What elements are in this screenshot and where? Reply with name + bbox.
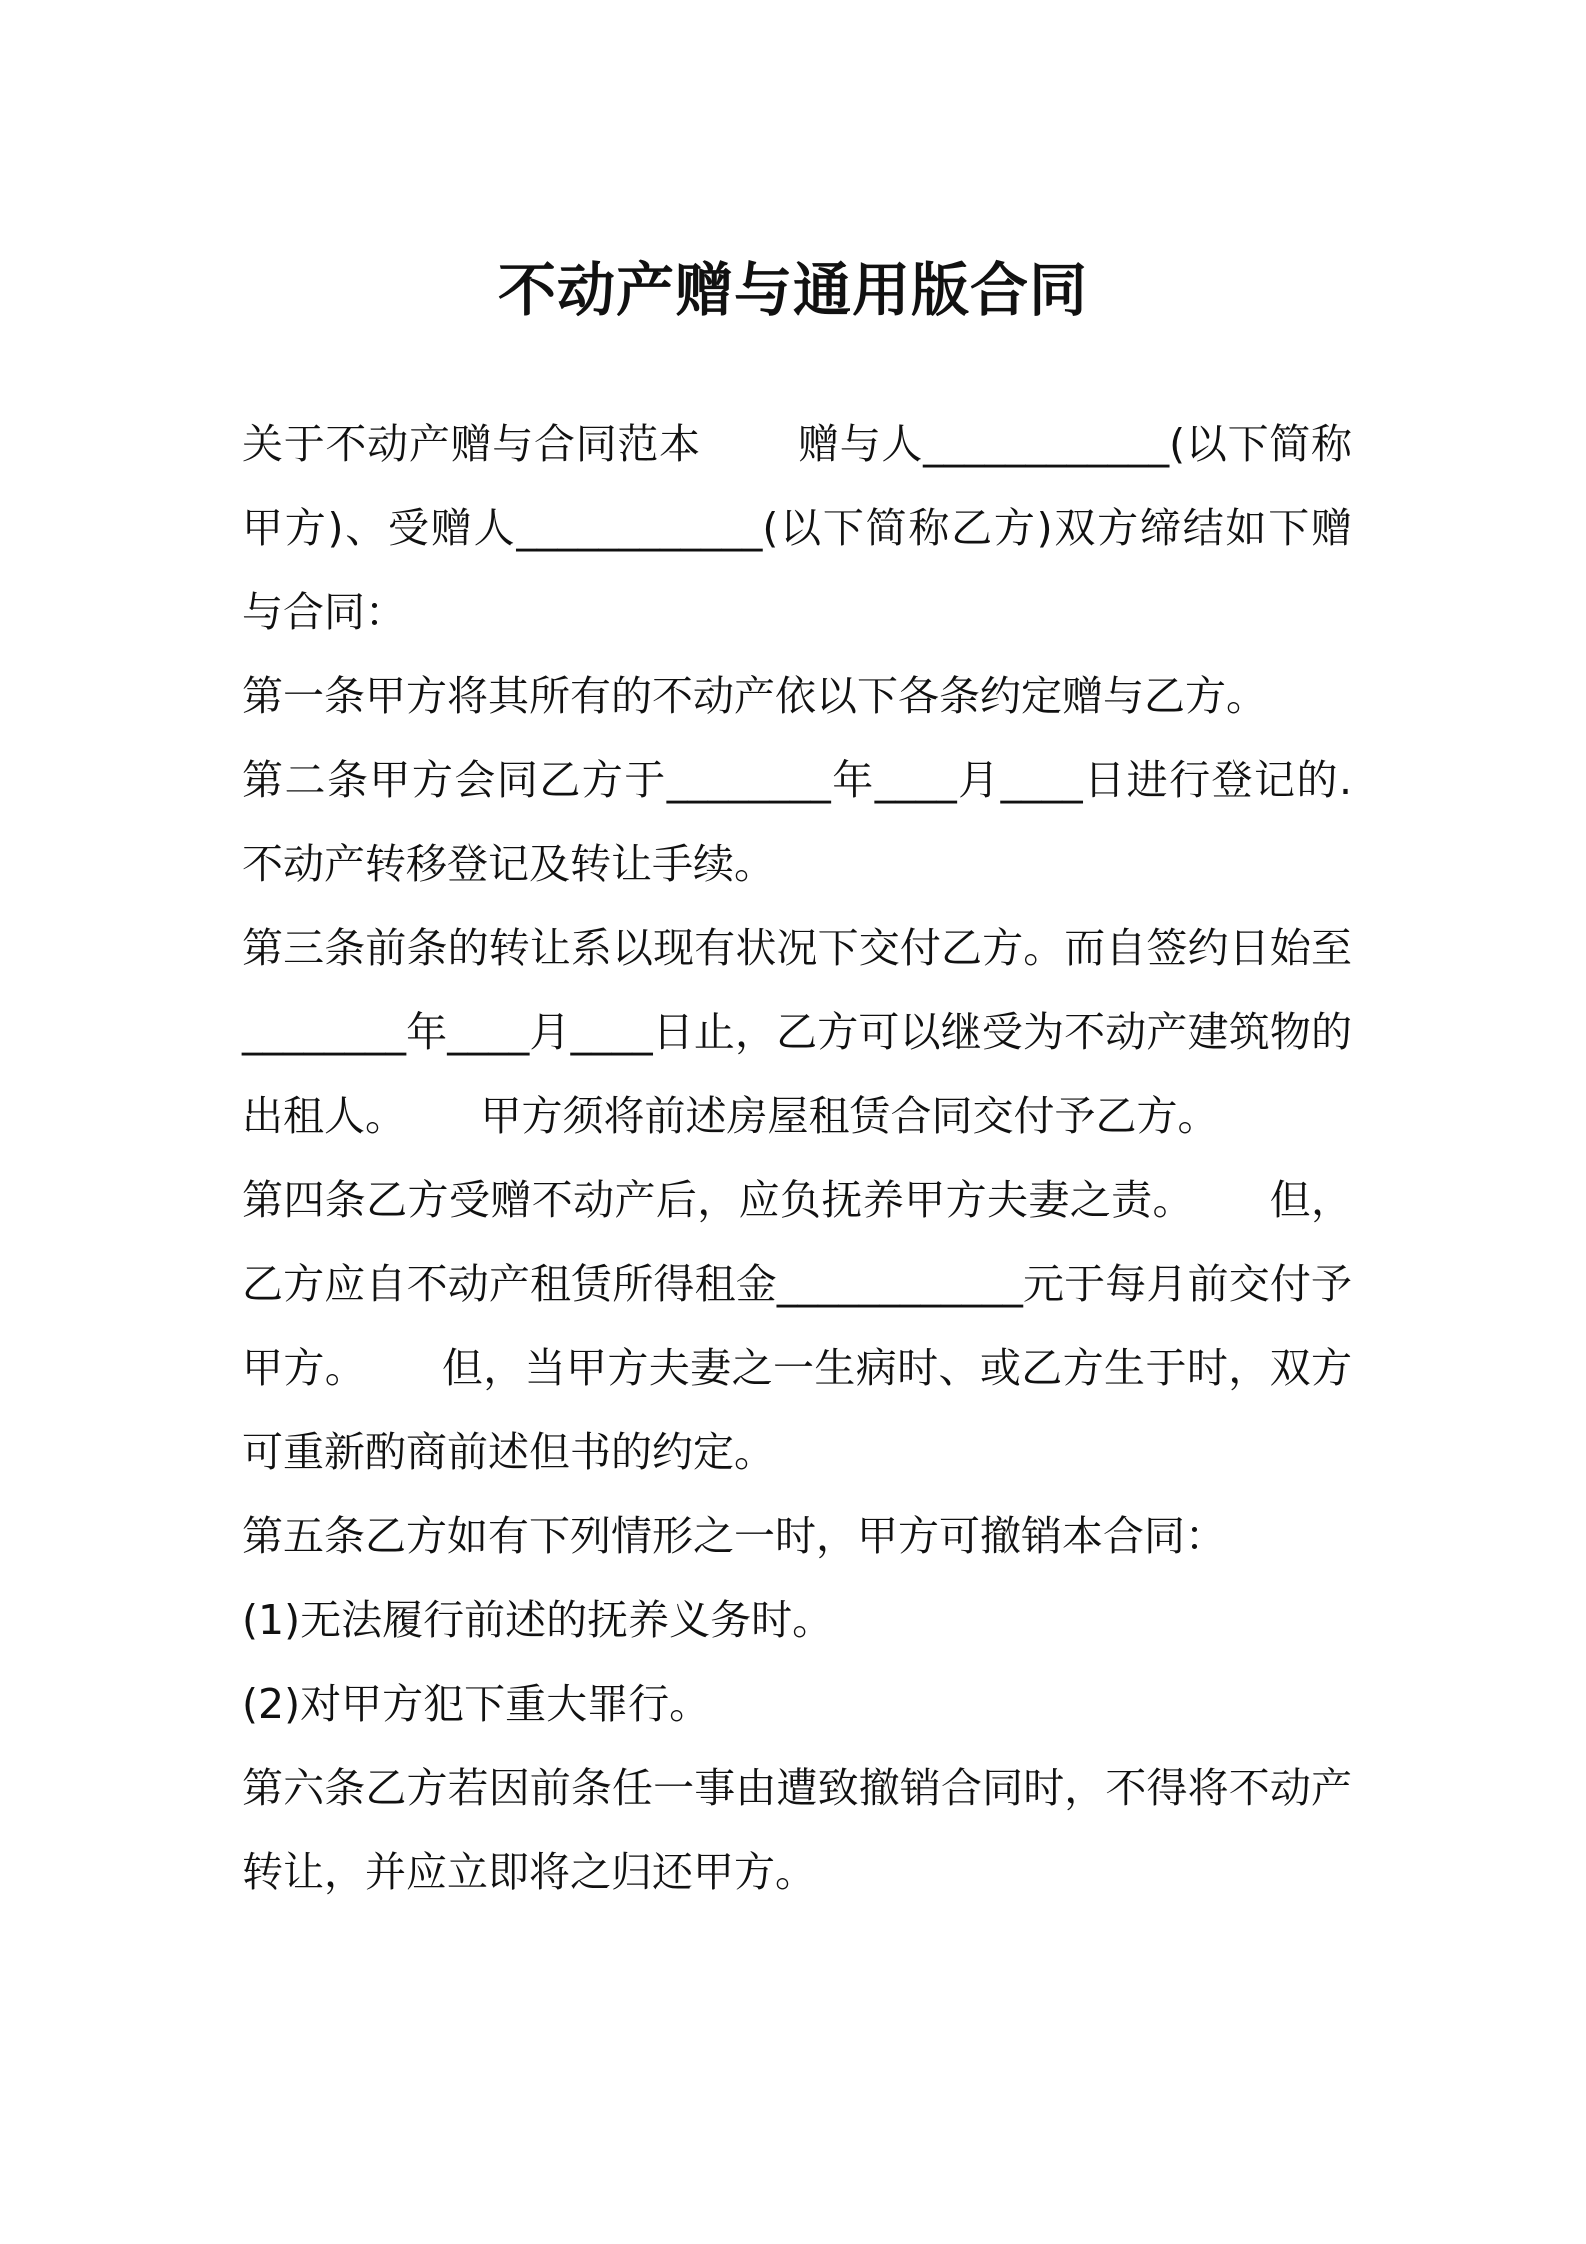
article-4-paragraph: 第四条乙方受赠不动产后，应负抚养甲方夫妻之责。 但，乙方应自不动产租赁所得租金____________元于每月前交付予甲方。 但，当甲方夫妻之一生病时、或乙方生于时，双方可重新酌商前述但书的约定。 <box>242 1176 1352 1476</box>
document-body <box>242 402 1352 1914</box>
article-5-item-2: (2)对甲方犯下重大罪行。 <box>242 1680 711 1728</box>
intro-paragraph: 关于不动产赠与合同范本 赠与人____________(以下简称甲方)、受赠人____________(以下简称乙方)双方缔结如下赠与合同： <box>242 420 1352 636</box>
article-5-paragraph: 第五条乙方如有下列情形之一时，甲方可撤销本合同： <box>242 1512 1226 1560</box>
article-1-paragraph: 第一条甲方将其所有的不动产依以下各条约定赠与乙方。 <box>242 672 1267 720</box>
article-5-item-1: (1)无法履行前述的抚养义务时。 <box>242 1596 834 1644</box>
article-3-paragraph: 第三条前条的转让系以现有状况下交付乙方。而自签约日始至________年____月____日止，乙方可以继受为不动产建筑物的出租人。 甲方须将前述房屋租赁合同交付予乙方。 <box>242 924 1352 1140</box>
document-title: 不动产赠与通用版合同 <box>497 256 1088 324</box>
article-2-paragraph: 第二条甲方会同乙方于________年____月____日进行登记的.不动产转移登记及转让手续。 <box>242 756 1352 888</box>
article-6-paragraph: 第六条乙方若因前条任一事由遭致撤销合同时，不得将不动产转让，并应立即将之归还甲方。 <box>242 1764 1352 1896</box>
